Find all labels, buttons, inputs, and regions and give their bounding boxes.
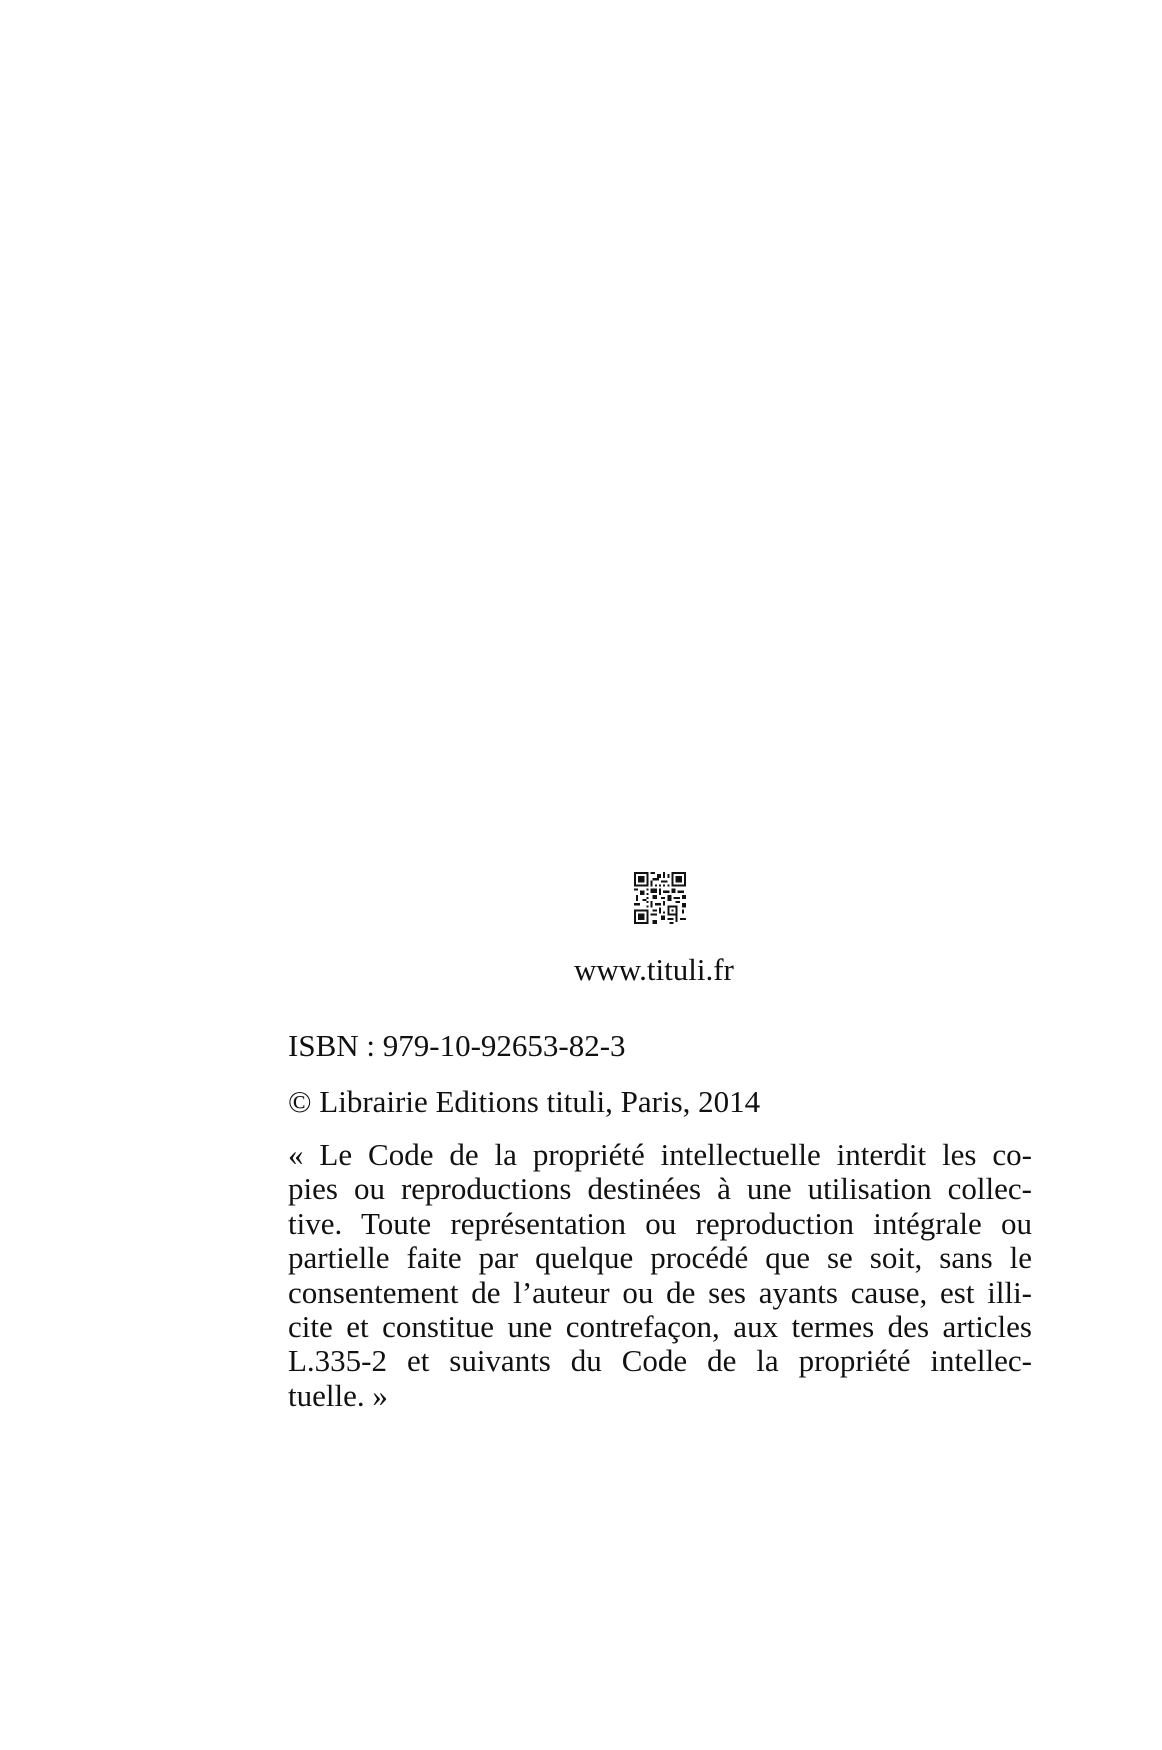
legal-notice-line: tuelle. » (288, 1377, 388, 1413)
legal-notice-line: « Le Code de la propriété intellectuelle interdit les co- (288, 1137, 1032, 1172)
legal-notice-line: cite et constitue une contrefaçon, aux termes des articles (288, 1308, 1032, 1344)
website-link[interactable]: www.tituli.fr (574, 952, 734, 987)
isbn-number: ISBN : 979-10-92653-82-3 (288, 1028, 626, 1063)
qr-code-icon (634, 872, 686, 924)
legal-notice-line: consentement de l’auteur ou de ses ayants cause, est illi- (288, 1274, 1032, 1310)
copyright-notice: © Librairie Editions tituli, Paris, 2014 (288, 1084, 761, 1119)
legal-notice-line: L.335-2 et suivants du Code de la propriété intellec- (288, 1343, 1032, 1379)
legal-notice-line: tive. Toute représentation ou reproduction intégrale ou (288, 1205, 1032, 1241)
legal-notice-line: pies ou reproductions destinées à une utilisation collec- (288, 1171, 1032, 1207)
legal-notice-line: partielle faite par quelque procédé que se soit, sans le (288, 1240, 1032, 1276)
legal-notice (288, 1138, 1032, 1413)
